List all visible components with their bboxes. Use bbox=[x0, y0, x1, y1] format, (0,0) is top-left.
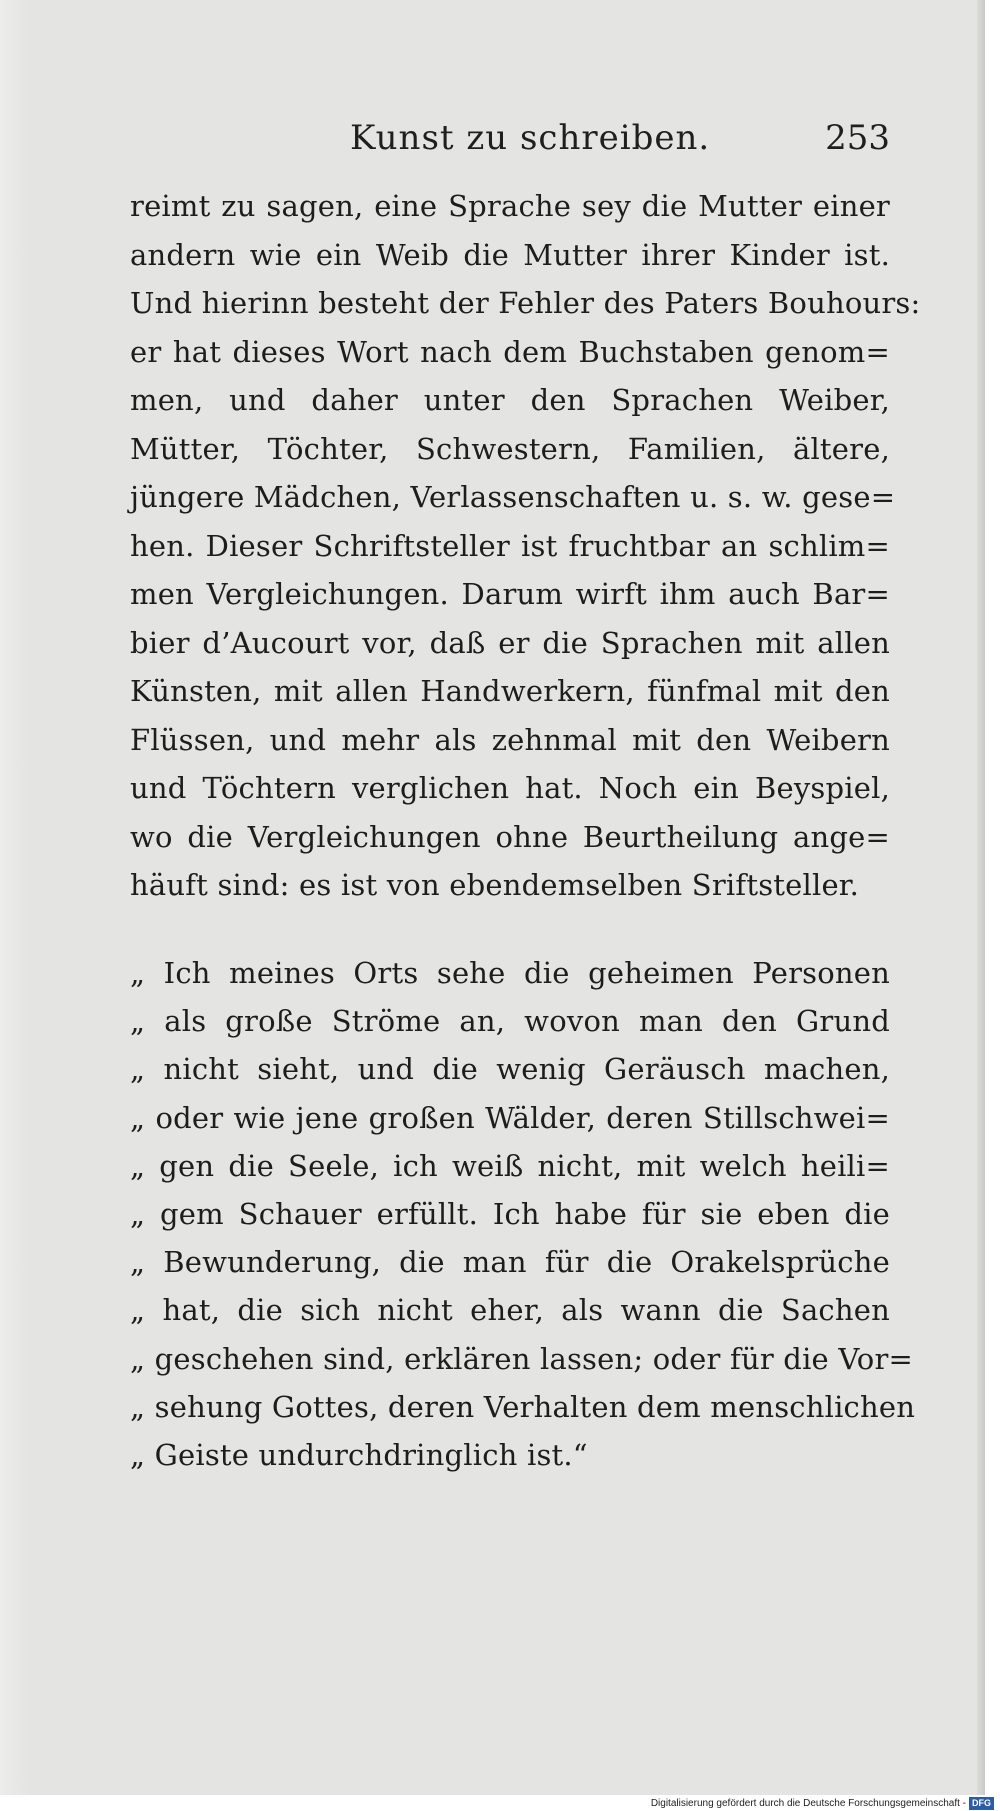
text-line: Künsten, mit allen Handwerkern, fünfmal mit den bbox=[130, 674, 890, 708]
text-line: bier d’Aucourt vor, daß er die Sprachen mit allen bbox=[130, 625, 890, 660]
quote-line: „ Bewunderung, die man für die Orakelsprüche bbox=[130, 1245, 890, 1280]
text-line: jüngere Mädchen, Verlassenschaften u. s. w. gese= bbox=[130, 480, 896, 514]
quote-line: „ Geiste undurchdringlich ist.“ bbox=[130, 1437, 588, 1472]
page-gutter-shadow bbox=[0, 0, 30, 1795]
quote-line: „ oder wie jene großen Wälder, deren Stillschwei= bbox=[130, 1100, 890, 1135]
text-line: reimt zu sagen, eine Sprache sey die Mutter einer bbox=[130, 189, 890, 223]
text-line: und Töchtern verglichen hat. Noch ein Beyspiel, bbox=[130, 771, 890, 805]
text-line: Und hierinn besteht der Fehler des Paters Bouhours: bbox=[130, 286, 921, 320]
text-line: andern wie ein Weib die Mutter ihrer Kinder ist. bbox=[130, 237, 890, 272]
digitization-credit bbox=[651, 1796, 994, 1810]
quote-line: „ hat, die sich nicht eher, als wann die Sachen bbox=[130, 1293, 890, 1328]
page-number: 253 bbox=[825, 118, 890, 158]
dfg-logo-icon: DFG bbox=[969, 1797, 994, 1810]
text-line: Flüssen, und mehr als zehnmal mit den Weibern bbox=[130, 722, 890, 757]
quote-line: „ nicht sieht, und die wenig Geräusch machen, bbox=[130, 1052, 890, 1087]
text-line: häuft sind: es ist von ebendemselben Sriftsteller. bbox=[130, 868, 860, 902]
quote-line: „ als große Ströme an, wovon man den Grund bbox=[130, 1004, 890, 1039]
text-line: men, und daher unter den Sprachen Weiber, bbox=[130, 383, 890, 417]
page-edge bbox=[977, 0, 985, 1795]
quote-line: „ gen die Seele, ich weiß nicht, mit welch heili= bbox=[130, 1148, 890, 1183]
text-line: hen. Dieser Schriftsteller ist fruchtbar an schlim= bbox=[130, 528, 890, 563]
text-line: men Vergleichungen. Darum wirft ihm auch Bar= bbox=[130, 577, 890, 611]
page-header bbox=[130, 118, 890, 168]
body-paragraph bbox=[130, 182, 921, 910]
quote-line: „ geschehen sind, erklären lassen; oder für die Vor= bbox=[130, 1341, 914, 1376]
running-head: Kunst zu schreiben. bbox=[350, 118, 711, 158]
text-line: er hat dieses Wort nach dem Buchstaben genom= bbox=[130, 334, 890, 369]
quote-line: „ Ich meines Orts sehe die geheimen Personen bbox=[130, 956, 890, 990]
quote-line: „ gem Schauer erfüllt. Ich habe für sie eben die bbox=[130, 1196, 890, 1231]
quote-line: „ sehung Gottes, deren Verhalten dem menschlichen bbox=[130, 1389, 916, 1424]
text-line: Mütter, Töchter, Schwestern, Familien, ältere, bbox=[130, 431, 890, 466]
credit-text: Digitalisierung gefördert durch die Deutsche Forschungsgemeinschaft - bbox=[650, 1797, 966, 1809]
text-line: wo die Vergleichungen ohne Beurtheilung ange= bbox=[130, 819, 890, 854]
quotation-block bbox=[130, 949, 916, 1479]
